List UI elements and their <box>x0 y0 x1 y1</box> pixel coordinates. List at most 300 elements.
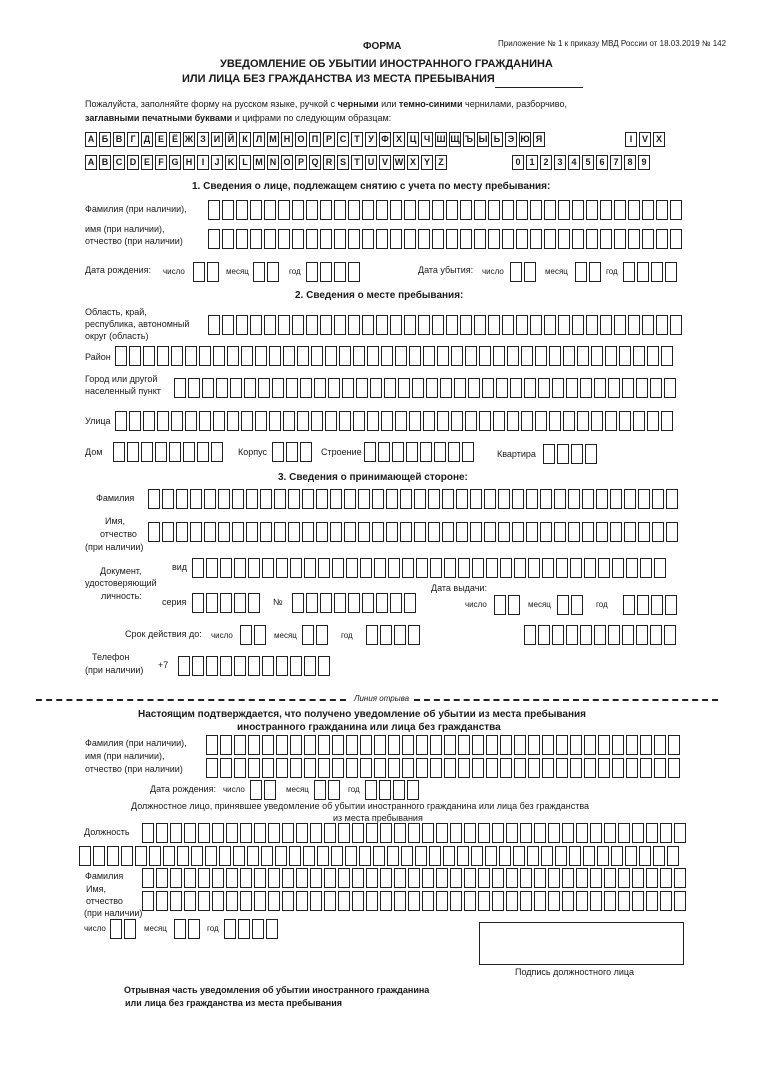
input-cell[interactable] <box>348 229 360 249</box>
input-cell[interactable] <box>264 229 276 249</box>
input-cell[interactable] <box>492 891 504 911</box>
input-cell[interactable] <box>470 489 482 509</box>
section3-series-field[interactable] <box>192 593 262 613</box>
input-cell[interactable] <box>268 823 280 843</box>
input-cell[interactable] <box>492 823 504 843</box>
input-cell[interactable] <box>211 442 223 462</box>
input-cell[interactable] <box>418 200 430 220</box>
input-cell[interactable] <box>608 378 620 398</box>
input-cell[interactable] <box>232 489 244 509</box>
input-cell[interactable] <box>610 522 622 542</box>
input-cell[interactable] <box>248 735 260 755</box>
input-cell[interactable] <box>260 489 272 509</box>
input-cell[interactable] <box>508 595 520 615</box>
official-day-field[interactable] <box>110 919 138 939</box>
input-cell[interactable] <box>552 378 564 398</box>
input-cell[interactable] <box>278 200 290 220</box>
input-cell[interactable] <box>570 758 582 778</box>
input-cell[interactable] <box>208 200 220 220</box>
input-cell[interactable] <box>374 558 386 578</box>
input-cell[interactable] <box>623 595 635 615</box>
input-cell[interactable] <box>626 735 638 755</box>
input-cell[interactable] <box>199 346 211 366</box>
input-cell[interactable] <box>352 868 364 888</box>
input-cell[interactable] <box>614 200 626 220</box>
input-cell[interactable] <box>632 823 644 843</box>
input-cell[interactable] <box>569 846 581 866</box>
input-cell[interactable] <box>370 378 382 398</box>
input-cell[interactable] <box>633 346 645 366</box>
input-cell[interactable] <box>498 489 510 509</box>
input-cell[interactable] <box>647 346 659 366</box>
input-cell[interactable] <box>360 558 372 578</box>
input-cell[interactable] <box>598 735 610 755</box>
input-cell[interactable] <box>310 868 322 888</box>
input-cell[interactable] <box>576 823 588 843</box>
input-cell[interactable] <box>544 200 556 220</box>
input-cell[interactable] <box>571 595 583 615</box>
input-cell[interactable] <box>418 229 430 249</box>
input-cell[interactable] <box>394 891 406 911</box>
confirmation-birth-day-field[interactable] <box>250 780 278 800</box>
input-cell[interactable] <box>542 758 554 778</box>
input-cell[interactable] <box>577 411 589 431</box>
input-cell[interactable] <box>642 315 654 335</box>
input-cell[interactable] <box>310 823 322 843</box>
input-cell[interactable] <box>398 378 410 398</box>
input-cell[interactable] <box>380 625 392 645</box>
input-cell[interactable] <box>316 522 328 542</box>
input-cell[interactable] <box>590 891 602 911</box>
input-cell[interactable] <box>562 868 574 888</box>
input-cell[interactable] <box>448 442 460 462</box>
input-cell[interactable] <box>290 558 302 578</box>
input-cell[interactable] <box>608 625 620 645</box>
input-cell[interactable] <box>356 378 368 398</box>
input-cell[interactable] <box>558 315 570 335</box>
input-cell[interactable] <box>339 346 351 366</box>
input-cell[interactable] <box>552 625 564 645</box>
input-cell[interactable] <box>651 595 663 615</box>
input-cell[interactable] <box>597 846 609 866</box>
input-cell[interactable] <box>486 758 498 778</box>
input-cell[interactable] <box>650 625 662 645</box>
section1-departure-month-field[interactable] <box>575 262 603 282</box>
input-cell[interactable] <box>268 868 280 888</box>
input-cell[interactable] <box>376 593 388 613</box>
input-cell[interactable] <box>386 522 398 542</box>
input-cell[interactable] <box>282 868 294 888</box>
input-cell[interactable] <box>557 444 569 464</box>
input-cell[interactable] <box>185 346 197 366</box>
input-cell[interactable] <box>213 411 225 431</box>
input-cell[interactable] <box>275 846 287 866</box>
input-cell[interactable] <box>598 558 610 578</box>
input-cell[interactable] <box>306 593 318 613</box>
input-cell[interactable] <box>216 378 228 398</box>
input-cell[interactable] <box>384 378 396 398</box>
input-cell[interactable] <box>219 846 231 866</box>
input-cell[interactable] <box>238 919 250 939</box>
input-cell[interactable] <box>184 891 196 911</box>
input-cell[interactable] <box>248 593 260 613</box>
input-cell[interactable] <box>416 558 428 578</box>
input-cell[interactable] <box>568 489 580 509</box>
input-cell[interactable] <box>394 868 406 888</box>
input-cell[interactable] <box>290 656 302 676</box>
input-cell[interactable] <box>584 558 596 578</box>
input-cell[interactable] <box>222 315 234 335</box>
input-cell[interactable] <box>143 346 155 366</box>
input-cell[interactable] <box>605 346 617 366</box>
input-cell[interactable] <box>423 346 435 366</box>
input-cell[interactable] <box>618 891 630 911</box>
input-cell[interactable] <box>652 522 664 542</box>
input-cell[interactable] <box>624 489 636 509</box>
input-cell[interactable] <box>129 411 141 431</box>
input-cell[interactable] <box>432 315 444 335</box>
input-cell[interactable] <box>240 823 252 843</box>
input-cell[interactable] <box>303 846 315 866</box>
input-cell[interactable] <box>618 823 630 843</box>
section3-validity-year-field[interactable] <box>366 625 422 645</box>
input-cell[interactable] <box>316 625 328 645</box>
input-cell[interactable] <box>192 558 204 578</box>
input-cell[interactable] <box>623 262 635 282</box>
input-cell[interactable] <box>530 315 542 335</box>
input-cell[interactable] <box>157 411 169 431</box>
input-cell[interactable] <box>514 758 526 778</box>
input-cell[interactable] <box>548 891 560 911</box>
input-cell[interactable] <box>269 411 281 431</box>
input-cell[interactable] <box>250 229 262 249</box>
input-cell[interactable] <box>338 823 350 843</box>
input-cell[interactable] <box>113 442 125 462</box>
input-cell[interactable] <box>390 229 402 249</box>
input-cell[interactable] <box>442 522 454 542</box>
input-cell[interactable] <box>534 891 546 911</box>
input-cell[interactable] <box>583 846 595 866</box>
input-cell[interactable] <box>174 919 186 939</box>
input-cell[interactable] <box>591 346 603 366</box>
input-cell[interactable] <box>478 823 490 843</box>
input-cell[interactable] <box>665 262 677 282</box>
input-cell[interactable] <box>334 593 346 613</box>
input-cell[interactable] <box>207 262 219 282</box>
input-cell[interactable] <box>296 891 308 911</box>
input-cell[interactable] <box>670 229 682 249</box>
input-cell[interactable] <box>283 346 295 366</box>
input-cell[interactable] <box>400 522 412 542</box>
input-cell[interactable] <box>646 823 658 843</box>
input-cell[interactable] <box>516 315 528 335</box>
input-cell[interactable] <box>500 558 512 578</box>
input-cell[interactable] <box>360 758 372 778</box>
input-cell[interactable] <box>142 868 154 888</box>
section3-doc-kind-field[interactable] <box>192 558 668 578</box>
input-cell[interactable] <box>586 229 598 249</box>
input-cell[interactable] <box>654 558 666 578</box>
input-cell[interactable] <box>334 200 346 220</box>
input-cell[interactable] <box>258 378 270 398</box>
input-cell[interactable] <box>236 315 248 335</box>
input-cell[interactable] <box>320 200 332 220</box>
input-cell[interactable] <box>345 846 357 866</box>
input-cell[interactable] <box>314 378 326 398</box>
signature-box[interactable] <box>479 922 684 965</box>
input-cell[interactable] <box>576 891 588 911</box>
input-cell[interactable] <box>632 868 644 888</box>
section2-structure-field[interactable] <box>364 442 476 462</box>
input-cell[interactable] <box>510 378 522 398</box>
input-cell[interactable] <box>378 442 390 462</box>
input-cell[interactable] <box>198 868 210 888</box>
section3-validity-day-field[interactable] <box>240 625 268 645</box>
input-cell[interactable] <box>650 378 662 398</box>
input-cell[interactable] <box>514 735 526 755</box>
input-cell[interactable] <box>176 522 188 542</box>
input-cell[interactable] <box>637 595 649 615</box>
input-cell[interactable] <box>220 758 232 778</box>
section1-name-field[interactable] <box>208 229 684 249</box>
input-cell[interactable] <box>170 868 182 888</box>
input-cell[interactable] <box>636 625 648 645</box>
input-cell[interactable] <box>241 346 253 366</box>
input-cell[interactable] <box>566 378 578 398</box>
input-cell[interactable] <box>213 346 225 366</box>
input-cell[interactable] <box>310 891 322 911</box>
input-cell[interactable] <box>470 522 482 542</box>
input-cell[interactable] <box>388 735 400 755</box>
input-cell[interactable] <box>328 378 340 398</box>
input-cell[interactable] <box>639 846 651 866</box>
input-cell[interactable] <box>191 846 203 866</box>
input-cell[interactable] <box>272 378 284 398</box>
section2-building-field[interactable] <box>272 442 314 462</box>
input-cell[interactable] <box>516 200 528 220</box>
input-cell[interactable] <box>141 442 153 462</box>
input-cell[interactable] <box>324 891 336 911</box>
input-cell[interactable] <box>576 868 588 888</box>
input-cell[interactable] <box>636 378 648 398</box>
input-cell[interactable] <box>549 346 561 366</box>
input-cell[interactable] <box>610 489 622 509</box>
input-cell[interactable] <box>353 346 365 366</box>
input-cell[interactable] <box>596 522 608 542</box>
input-cell[interactable] <box>549 411 561 431</box>
input-cell[interactable] <box>311 411 323 431</box>
input-cell[interactable] <box>286 442 298 462</box>
input-cell[interactable] <box>115 411 127 431</box>
input-cell[interactable] <box>535 346 547 366</box>
input-cell[interactable] <box>443 846 455 866</box>
input-cell[interactable] <box>374 758 386 778</box>
confirmation-surname-field[interactable] <box>206 735 682 755</box>
input-cell[interactable] <box>554 522 566 542</box>
input-cell[interactable] <box>446 200 458 220</box>
input-cell[interactable] <box>269 346 281 366</box>
input-cell[interactable] <box>485 846 497 866</box>
input-cell[interactable] <box>360 735 372 755</box>
input-cell[interactable] <box>628 200 640 220</box>
section3-issue-year-field[interactable] <box>623 595 679 615</box>
input-cell[interactable] <box>422 868 434 888</box>
input-cell[interactable] <box>401 846 413 866</box>
input-cell[interactable] <box>262 656 274 676</box>
input-cell[interactable] <box>330 522 342 542</box>
input-cell[interactable] <box>344 522 356 542</box>
input-cell[interactable] <box>416 758 428 778</box>
input-cell[interactable] <box>554 489 566 509</box>
input-cell[interactable] <box>640 558 652 578</box>
input-cell[interactable] <box>212 823 224 843</box>
input-cell[interactable] <box>232 522 244 542</box>
input-cell[interactable] <box>407 780 419 800</box>
input-cell[interactable] <box>402 735 414 755</box>
input-cell[interactable] <box>300 378 312 398</box>
input-cell[interactable] <box>193 262 205 282</box>
input-cell[interactable] <box>458 558 470 578</box>
input-cell[interactable] <box>290 735 302 755</box>
input-cell[interactable] <box>311 346 323 366</box>
input-cell[interactable] <box>586 200 598 220</box>
input-cell[interactable] <box>464 891 476 911</box>
input-cell[interactable] <box>446 229 458 249</box>
input-cell[interactable] <box>584 735 596 755</box>
input-cell[interactable] <box>388 558 400 578</box>
input-cell[interactable] <box>558 200 570 220</box>
input-cell[interactable] <box>474 315 486 335</box>
input-cell[interactable] <box>600 200 612 220</box>
input-cell[interactable] <box>393 780 405 800</box>
input-cell[interactable] <box>366 625 378 645</box>
input-cell[interactable] <box>506 823 518 843</box>
input-cell[interactable] <box>348 315 360 335</box>
input-cell[interactable] <box>604 891 616 911</box>
input-cell[interactable] <box>622 625 634 645</box>
input-cell[interactable] <box>278 315 290 335</box>
input-cell[interactable] <box>374 735 386 755</box>
input-cell[interactable] <box>589 262 601 282</box>
input-cell[interactable] <box>390 593 402 613</box>
input-cell[interactable] <box>654 758 666 778</box>
input-cell[interactable] <box>640 758 652 778</box>
input-cell[interactable] <box>248 558 260 578</box>
input-cell[interactable] <box>304 758 316 778</box>
input-cell[interactable] <box>288 489 300 509</box>
input-cell[interactable] <box>418 315 430 335</box>
input-cell[interactable] <box>437 346 449 366</box>
input-cell[interactable] <box>325 346 337 366</box>
input-cell[interactable] <box>408 823 420 843</box>
input-cell[interactable] <box>320 229 332 249</box>
input-cell[interactable] <box>276 758 288 778</box>
input-cell[interactable] <box>558 229 570 249</box>
input-cell[interactable] <box>600 229 612 249</box>
input-cell[interactable] <box>493 346 505 366</box>
input-cell[interactable] <box>534 868 546 888</box>
input-cell[interactable] <box>227 346 239 366</box>
input-cell[interactable] <box>404 200 416 220</box>
input-cell[interactable] <box>306 315 318 335</box>
input-cell[interactable] <box>332 758 344 778</box>
input-cell[interactable] <box>250 200 262 220</box>
confirmation-name-field[interactable] <box>206 758 682 778</box>
input-cell[interactable] <box>220 735 232 755</box>
input-cell[interactable] <box>674 823 686 843</box>
input-cell[interactable] <box>600 315 612 335</box>
input-cell[interactable] <box>605 411 617 431</box>
input-cell[interactable] <box>570 558 582 578</box>
section3-issue-day-field[interactable] <box>494 595 522 615</box>
input-cell[interactable] <box>247 846 259 866</box>
input-cell[interactable] <box>528 735 540 755</box>
input-cell[interactable] <box>651 262 663 282</box>
input-cell[interactable] <box>465 411 477 431</box>
input-cell[interactable] <box>412 378 424 398</box>
input-cell[interactable] <box>622 378 634 398</box>
input-cell[interactable] <box>314 780 326 800</box>
input-cell[interactable] <box>524 378 536 398</box>
input-cell[interactable] <box>212 891 224 911</box>
input-cell[interactable] <box>626 758 638 778</box>
input-cell[interactable] <box>255 411 267 431</box>
input-cell[interactable] <box>472 735 484 755</box>
input-cell[interactable] <box>198 823 210 843</box>
input-cell[interactable] <box>79 846 91 866</box>
input-cell[interactable] <box>434 442 446 462</box>
input-cell[interactable] <box>318 558 330 578</box>
input-cell[interactable] <box>492 868 504 888</box>
input-cell[interactable] <box>488 315 500 335</box>
input-cell[interactable] <box>290 758 302 778</box>
input-cell[interactable] <box>348 200 360 220</box>
input-cell[interactable] <box>156 868 168 888</box>
input-cell[interactable] <box>486 558 498 578</box>
input-cell[interactable] <box>262 758 274 778</box>
input-cell[interactable] <box>584 758 596 778</box>
input-cell[interactable] <box>174 378 186 398</box>
input-cell[interactable] <box>520 868 532 888</box>
confirmation-birth-year-field[interactable] <box>365 780 421 800</box>
input-cell[interactable] <box>93 846 105 866</box>
input-cell[interactable] <box>502 315 514 335</box>
input-cell[interactable] <box>502 229 514 249</box>
input-cell[interactable] <box>502 200 514 220</box>
input-cell[interactable] <box>458 758 470 778</box>
input-cell[interactable] <box>320 593 332 613</box>
official-position-field[interactable] <box>142 823 688 843</box>
input-cell[interactable] <box>254 823 266 843</box>
input-cell[interactable] <box>670 200 682 220</box>
input-cell[interactable] <box>521 346 533 366</box>
input-cell[interactable] <box>177 846 189 866</box>
input-cell[interactable] <box>446 315 458 335</box>
input-cell[interactable] <box>444 735 456 755</box>
input-cell[interactable] <box>478 868 490 888</box>
input-cell[interactable] <box>406 442 418 462</box>
input-cell[interactable] <box>206 558 218 578</box>
input-cell[interactable] <box>178 656 190 676</box>
input-cell[interactable] <box>346 735 358 755</box>
input-cell[interactable] <box>498 522 510 542</box>
input-cell[interactable] <box>226 823 238 843</box>
input-cell[interactable] <box>632 891 644 911</box>
input-cell[interactable] <box>162 522 174 542</box>
input-cell[interactable] <box>352 823 364 843</box>
input-cell[interactable] <box>423 411 435 431</box>
input-cell[interactable] <box>512 522 524 542</box>
